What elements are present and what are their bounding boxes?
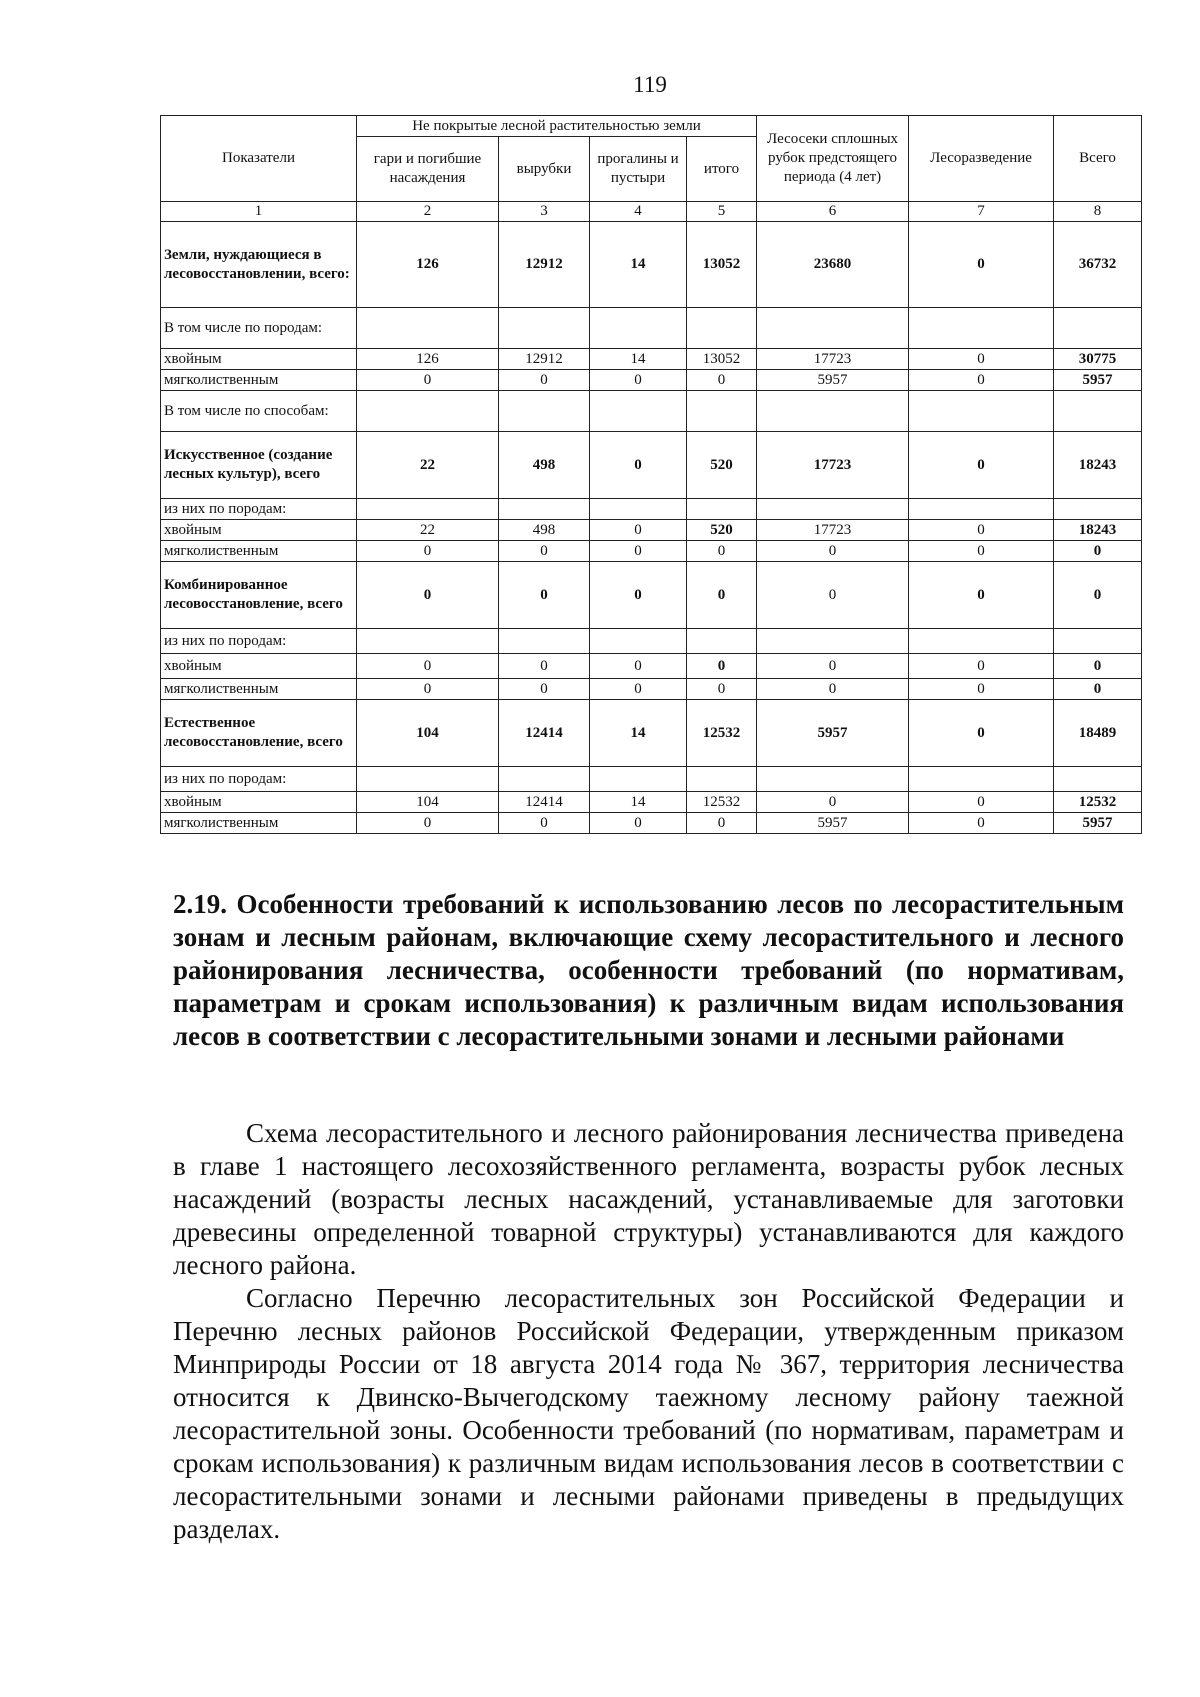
table-cell — [590, 499, 687, 520]
table-row — [161, 629, 1142, 654]
table-cell: 13052 — [687, 349, 757, 370]
row-label: В том числе по породам: — [161, 308, 357, 349]
table-cell: 0 — [499, 370, 590, 391]
table-cell: 498 — [499, 520, 590, 541]
table-cell: 14 — [590, 700, 687, 767]
table-cell: 0 — [909, 679, 1054, 700]
column-number: 7 — [909, 202, 1054, 222]
table-row — [161, 349, 1142, 370]
table-cell — [590, 767, 687, 792]
header-indicators: Показатели — [161, 116, 357, 202]
table-cell: 13052 — [687, 222, 757, 308]
table-cell: 0 — [590, 654, 687, 679]
table-cell: 0 — [909, 654, 1054, 679]
header-glades: прогалины и пустыри — [590, 137, 687, 202]
table-cell: 0 — [687, 562, 757, 629]
row-label: Естественное лесовосстановление, всего — [161, 700, 357, 767]
table-cell: 12414 — [499, 792, 590, 813]
table-row — [161, 520, 1142, 541]
table-cell: 0 — [909, 370, 1054, 391]
table-cell: 0 — [499, 541, 590, 562]
table-cell — [357, 767, 499, 792]
table-cell: 0 — [909, 792, 1054, 813]
row-label: В том числе по способам: — [161, 391, 357, 432]
row-label: хвойным — [161, 654, 357, 679]
table-cell: 5957 — [757, 813, 909, 834]
table-cell: 14 — [590, 349, 687, 370]
row-label: мягколиственным — [161, 679, 357, 700]
table-cell: 14 — [590, 222, 687, 308]
table-cell: 23680 — [757, 222, 909, 308]
table-cell: 36732 — [1054, 222, 1142, 308]
table-cell: 0 — [1054, 654, 1142, 679]
row-label: мягколиственным — [161, 541, 357, 562]
row-label: Земли, нуждающиеся в лесовосстановлении, всего: — [161, 222, 357, 308]
table-cell: 12414 — [499, 700, 590, 767]
table-cell: 0 — [909, 222, 1054, 308]
column-number: 8 — [1054, 202, 1142, 222]
table-cell: 498 — [499, 432, 590, 499]
table-row — [161, 679, 1142, 700]
table-cell: 0 — [909, 700, 1054, 767]
table-cell — [687, 308, 757, 349]
table-cell — [590, 308, 687, 349]
table-cell: 12532 — [687, 792, 757, 813]
header-burned: гари и погибшие насаждения — [357, 137, 499, 202]
table-cell: 18243 — [1054, 432, 1142, 499]
column-number: 3 — [499, 202, 590, 222]
table-cell — [757, 391, 909, 432]
table-cell: 0 — [687, 679, 757, 700]
table-cell: 0 — [590, 432, 687, 499]
table-cell: 0 — [687, 654, 757, 679]
table-cell: 0 — [499, 813, 590, 834]
table-row — [161, 813, 1142, 834]
table-cell — [590, 629, 687, 654]
table-cell: 520 — [687, 432, 757, 499]
column-number: 1 — [161, 202, 357, 222]
table-cell — [357, 629, 499, 654]
table-cell — [1054, 629, 1142, 654]
table-cell: 0 — [909, 562, 1054, 629]
table-cell: 17723 — [757, 349, 909, 370]
row-label: Комбинированное лесовосстановление, всего — [161, 562, 357, 629]
table-cell — [909, 391, 1054, 432]
table-cell: 0 — [687, 370, 757, 391]
table-cell: 5957 — [1054, 370, 1142, 391]
table-cell — [909, 629, 1054, 654]
table-cell: 0 — [687, 541, 757, 562]
table-cell: 0 — [357, 654, 499, 679]
table-row — [161, 541, 1142, 562]
table-cell: 520 — [687, 520, 757, 541]
table-cell: 0 — [357, 562, 499, 629]
table-row — [161, 654, 1142, 679]
table-cell: 14 — [590, 792, 687, 813]
table-cell: 0 — [357, 370, 499, 391]
section-heading: 2.19. Особенности требований к использованию лесов по лесорастительным зонам и лесным районам, включающие схему лесорастительного и лесного районирования лесничества, особенности требований (по нормативам, параметрам и срокам использования) к различным видам использования лесов в соответствии с лесорастительными зонами и лесными районами — [173, 889, 1124, 1051]
column-number: 2 — [357, 202, 499, 222]
table-cell: 22 — [357, 520, 499, 541]
table-cell: 0 — [757, 679, 909, 700]
table-cell: 0 — [909, 813, 1054, 834]
table-cell — [357, 308, 499, 349]
table-row — [161, 700, 1142, 767]
table-cell — [357, 391, 499, 432]
column-number: 6 — [757, 202, 909, 222]
table-cell: 0 — [590, 520, 687, 541]
table-cell — [499, 499, 590, 520]
row-label: мягколиственным — [161, 370, 357, 391]
row-label: из них по породам: — [161, 499, 357, 520]
table-cell — [757, 767, 909, 792]
header-not-covered-group: Не покрытые лесной растительностью земли — [357, 116, 757, 137]
row-label: хвойным — [161, 349, 357, 370]
table-cell — [499, 391, 590, 432]
header-cutting-areas: Лесосеки сплошных рубок предстоящего периода (4 лет) — [757, 116, 909, 202]
row-label: Искусственное (создание лесных культур), всего — [161, 432, 357, 499]
row-label: из них по породам: — [161, 767, 357, 792]
table-cell: 18489 — [1054, 700, 1142, 767]
table-cell: 0 — [1054, 679, 1142, 700]
body-paragraph: Схема лесорастительного и лесного районирования лесничества приведена в главе 1 настоящего лесохозяйственного регламента, возрасты рубок лесных насаждений (возрасты лесных насаждений, устанавливаемые для заготовки древесины определенной товарной структуры) устанавливаются для каждого лесного района. — [173, 1118, 1124, 1280]
table-cell: 22 — [357, 432, 499, 499]
table-cell — [909, 308, 1054, 349]
table-cell: 0 — [590, 541, 687, 562]
row-label: из них по породам: — [161, 629, 357, 654]
table-cell — [687, 391, 757, 432]
table-cell: 0 — [909, 541, 1054, 562]
table-row — [161, 391, 1142, 432]
table-cell: 104 — [357, 792, 499, 813]
table-cell: 0 — [357, 679, 499, 700]
table-cell: 0 — [757, 562, 909, 629]
table-cell: 5957 — [757, 700, 909, 767]
table-cell: 0 — [357, 541, 499, 562]
table-row — [161, 792, 1142, 813]
table-cell — [757, 308, 909, 349]
table-cell: 126 — [357, 222, 499, 308]
table-cell: 0 — [499, 562, 590, 629]
header-subtotal: итого — [687, 137, 757, 202]
table-cell — [1054, 767, 1142, 792]
table-row — [161, 432, 1142, 499]
table-cell: 18243 — [1054, 520, 1142, 541]
header-total: Всего — [1054, 116, 1142, 202]
table-cell — [909, 767, 1054, 792]
table-cell — [590, 391, 687, 432]
table-cell — [499, 629, 590, 654]
row-label: хвойным — [161, 520, 357, 541]
table-cell: 5957 — [1054, 813, 1142, 834]
reforestation-table — [160, 115, 1142, 834]
table-cell: 126 — [357, 349, 499, 370]
header-afforestation: Лесоразведение — [909, 116, 1054, 202]
table-cell: 0 — [687, 813, 757, 834]
table-row — [161, 499, 1142, 520]
header-clearings: вырубки — [499, 137, 590, 202]
table-cell: 0 — [499, 654, 590, 679]
table-cell: 0 — [590, 813, 687, 834]
table-cell — [687, 767, 757, 792]
column-number: 4 — [590, 202, 687, 222]
table-cell — [1054, 499, 1142, 520]
table-cell: 0 — [590, 370, 687, 391]
table-cell — [357, 499, 499, 520]
table-cell — [1054, 391, 1142, 432]
table-row — [161, 370, 1142, 391]
table-cell: 0 — [499, 679, 590, 700]
table-row — [161, 222, 1142, 308]
table-cell: 0 — [757, 541, 909, 562]
table-cell — [499, 308, 590, 349]
table-cell: 17723 — [757, 520, 909, 541]
page-number: 119 — [633, 72, 667, 97]
table-cell: 0 — [1054, 541, 1142, 562]
table-cell: 17723 — [757, 432, 909, 499]
table-cell: 0 — [757, 792, 909, 813]
table-row — [161, 562, 1142, 629]
table-cell: 12912 — [499, 222, 590, 308]
table-cell — [687, 629, 757, 654]
table-cell — [757, 499, 909, 520]
table-cell: 0 — [909, 432, 1054, 499]
table-cell: 0 — [1054, 562, 1142, 629]
table-cell: 0 — [757, 654, 909, 679]
table-cell: 0 — [909, 520, 1054, 541]
table-cell: 12912 — [499, 349, 590, 370]
table-cell: 0 — [909, 349, 1054, 370]
column-number-row — [161, 202, 1142, 222]
table-cell — [1054, 308, 1142, 349]
row-label: мягколиственным — [161, 813, 357, 834]
table-cell: 5957 — [757, 370, 909, 391]
table-cell — [757, 629, 909, 654]
table-row — [161, 308, 1142, 349]
body-paragraph: Согласно Перечню лесорастительных зон Российской Федерации и Перечню лесных районов Российской Федерации, утвержденным приказом Минприроды России от 18 августа 2014 года № 367, территория лесничества относится к Двинско-Вычегодскому таежному лесному району таежной лесорастительной зоны. Особенности требований (по нормативам, параметрам и срокам использования) к различным видам использования лесов в соответствии с лесорастительными зонами и лесными районами приведены в предыдущих разделах. — [173, 1283, 1124, 1544]
table-cell: 104 — [357, 700, 499, 767]
table-cell: 12532 — [687, 700, 757, 767]
table-cell: 0 — [590, 679, 687, 700]
column-number: 5 — [687, 202, 757, 222]
table-cell: 30775 — [1054, 349, 1142, 370]
table-cell: 0 — [590, 562, 687, 629]
row-label: хвойным — [161, 792, 357, 813]
table-cell: 0 — [357, 813, 499, 834]
table-row — [161, 767, 1142, 792]
table-cell — [499, 767, 590, 792]
table-cell — [909, 499, 1054, 520]
table-cell — [687, 499, 757, 520]
table-cell: 12532 — [1054, 792, 1142, 813]
